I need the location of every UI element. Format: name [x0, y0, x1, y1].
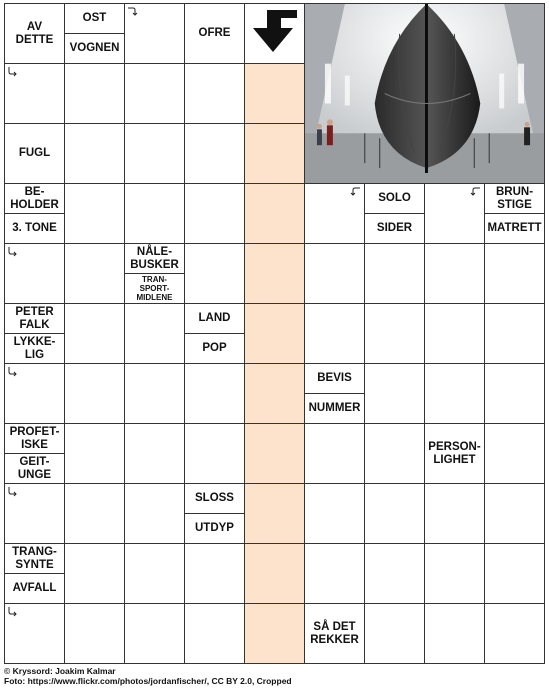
answer-cell[interactable] [484, 483, 545, 544]
answer-cell[interactable] [484, 543, 545, 604]
direction-arrow-icon [7, 486, 18, 497]
answer-cell[interactable] [124, 423, 185, 484]
answer-cell[interactable] [64, 63, 125, 124]
big-down-arrow-icon [245, 4, 303, 62]
clue-beholder: BE- HOLDER [4, 183, 65, 214]
direction-arrow-icon [7, 66, 18, 77]
clue-transportmidlene: TRAN- SPORT- MIDLENE [124, 273, 185, 304]
clue-geitunge: GEIT- UNGE [4, 453, 65, 484]
answer-cell[interactable] [304, 303, 365, 364]
answer-cell[interactable] [484, 603, 545, 664]
answer-cell-solution[interactable] [244, 483, 305, 544]
answer-cell[interactable] [184, 543, 245, 604]
crossword-credit: © Kryssord: Joakim Kalmar [4, 666, 116, 676]
answer-cell[interactable] [364, 603, 425, 664]
answer-cell[interactable] [304, 243, 365, 304]
answer-cell[interactable] [364, 363, 425, 424]
clue-nummer: NUMMER [304, 393, 365, 424]
answer-cell[interactable] [124, 183, 185, 244]
clue-sa-det-rekker: SÅ DET REKKER [304, 603, 365, 664]
answer-cell[interactable] [64, 363, 125, 424]
answer-cell[interactable] [64, 423, 125, 484]
answer-cell[interactable] [484, 243, 545, 304]
clue-brunstige: BRUN- STIGE [484, 183, 545, 214]
answer-cell[interactable] [424, 603, 485, 664]
answer-cell[interactable] [484, 363, 545, 424]
answer-cell[interactable] [124, 603, 185, 664]
answer-cell[interactable] [424, 483, 485, 544]
clue-utdyp: UTDYP [184, 513, 245, 544]
clue-bevis: BEVIS [304, 363, 365, 394]
direction-arrow-icon [7, 606, 18, 617]
answer-cell-solution[interactable] [244, 363, 305, 424]
answer-cell[interactable] [364, 483, 425, 544]
answer-cell-solution[interactable] [244, 603, 305, 664]
clue-lykkelig: LYKKE- LIG [4, 333, 65, 364]
answer-cell[interactable] [184, 603, 245, 664]
answer-cell-solution[interactable] [244, 63, 305, 124]
answer-cell-solution[interactable] [244, 123, 305, 184]
answer-cell[interactable] [64, 243, 125, 304]
credits [4, 666, 292, 686]
answer-cell[interactable] [64, 303, 125, 364]
answer-cell[interactable] [64, 603, 125, 664]
answer-cell[interactable] [424, 363, 485, 424]
answer-cell[interactable] [364, 423, 425, 484]
answer-cell[interactable] [184, 183, 245, 244]
answer-cell[interactable] [304, 543, 365, 604]
answer-cell[interactable] [64, 183, 125, 244]
clue-peter-falk: PETER FALK [4, 303, 65, 334]
photo-credit: Foto: https://www.flickr.com/photos/jordanfischer/, CC BY 2.0, Cropped [4, 676, 292, 686]
clue-3-tone: 3. TONE [4, 213, 65, 244]
clue-vognen: VOGNEN [64, 33, 125, 64]
clue-nalebusker: NÅLE- BUSKER [124, 243, 185, 274]
answer-cell[interactable] [484, 303, 545, 364]
crossword-grid [4, 3, 544, 663]
answer-cell[interactable] [304, 483, 365, 544]
direction-arrow-icon [7, 246, 18, 257]
answer-cell[interactable] [64, 123, 125, 184]
answer-cell[interactable] [184, 363, 245, 424]
clue-matrett: MATRETT [484, 213, 545, 244]
clue-sloss: SLOSS [184, 483, 245, 514]
clue-solo: SOLO [364, 183, 425, 214]
answer-cell[interactable] [64, 543, 125, 604]
clue-personlighet: PERSON- LIGHET [424, 423, 485, 484]
answer-cell[interactable] [424, 243, 485, 304]
answer-cell[interactable] [364, 303, 425, 364]
clue-avfall: AVFALL [4, 573, 65, 604]
answer-cell[interactable] [364, 543, 425, 604]
answer-cell-solution[interactable] [244, 303, 305, 364]
answer-cell[interactable] [124, 363, 185, 424]
direction-arrow-icon [7, 366, 18, 377]
answer-cell[interactable] [124, 483, 185, 544]
clue-pop: POP [184, 333, 245, 364]
clue-fugl: FUGL [4, 123, 65, 184]
viking-ship-photo [304, 3, 545, 184]
answer-cell[interactable] [184, 423, 245, 484]
answer-cell-solution[interactable] [244, 243, 305, 304]
answer-cell-solution[interactable] [244, 543, 305, 604]
answer-cell[interactable] [184, 123, 245, 184]
answer-cell[interactable] [124, 123, 185, 184]
answer-cell[interactable] [184, 63, 245, 124]
answer-cell[interactable] [124, 303, 185, 364]
answer-cell[interactable] [64, 483, 125, 544]
solution-arrow-cell [244, 3, 305, 64]
clue-land: LAND [184, 303, 245, 334]
clue-ofre: OFRE [184, 3, 245, 64]
clue-av-dette: AV DETTE [4, 3, 65, 64]
answer-cell[interactable] [484, 423, 545, 484]
direction-arrow-icon [127, 6, 138, 17]
clue-sider: SIDER [364, 213, 425, 244]
answer-cell[interactable] [184, 243, 245, 304]
clue-profetiske: PROFET- ISKE [4, 423, 65, 454]
answer-cell[interactable] [364, 243, 425, 304]
answer-cell[interactable] [304, 423, 365, 484]
direction-arrow-icon [350, 186, 361, 197]
answer-cell[interactable] [424, 303, 485, 364]
answer-cell-solution[interactable] [244, 423, 305, 484]
clue-trangsynte: TRANG- SYNTE [4, 543, 65, 574]
answer-cell[interactable] [124, 543, 185, 604]
answer-cell[interactable] [124, 63, 185, 124]
answer-cell[interactable] [424, 543, 485, 604]
clue-ost: OST [64, 3, 125, 34]
answer-cell-solution[interactable] [244, 183, 305, 244]
direction-arrow-icon [470, 186, 481, 197]
